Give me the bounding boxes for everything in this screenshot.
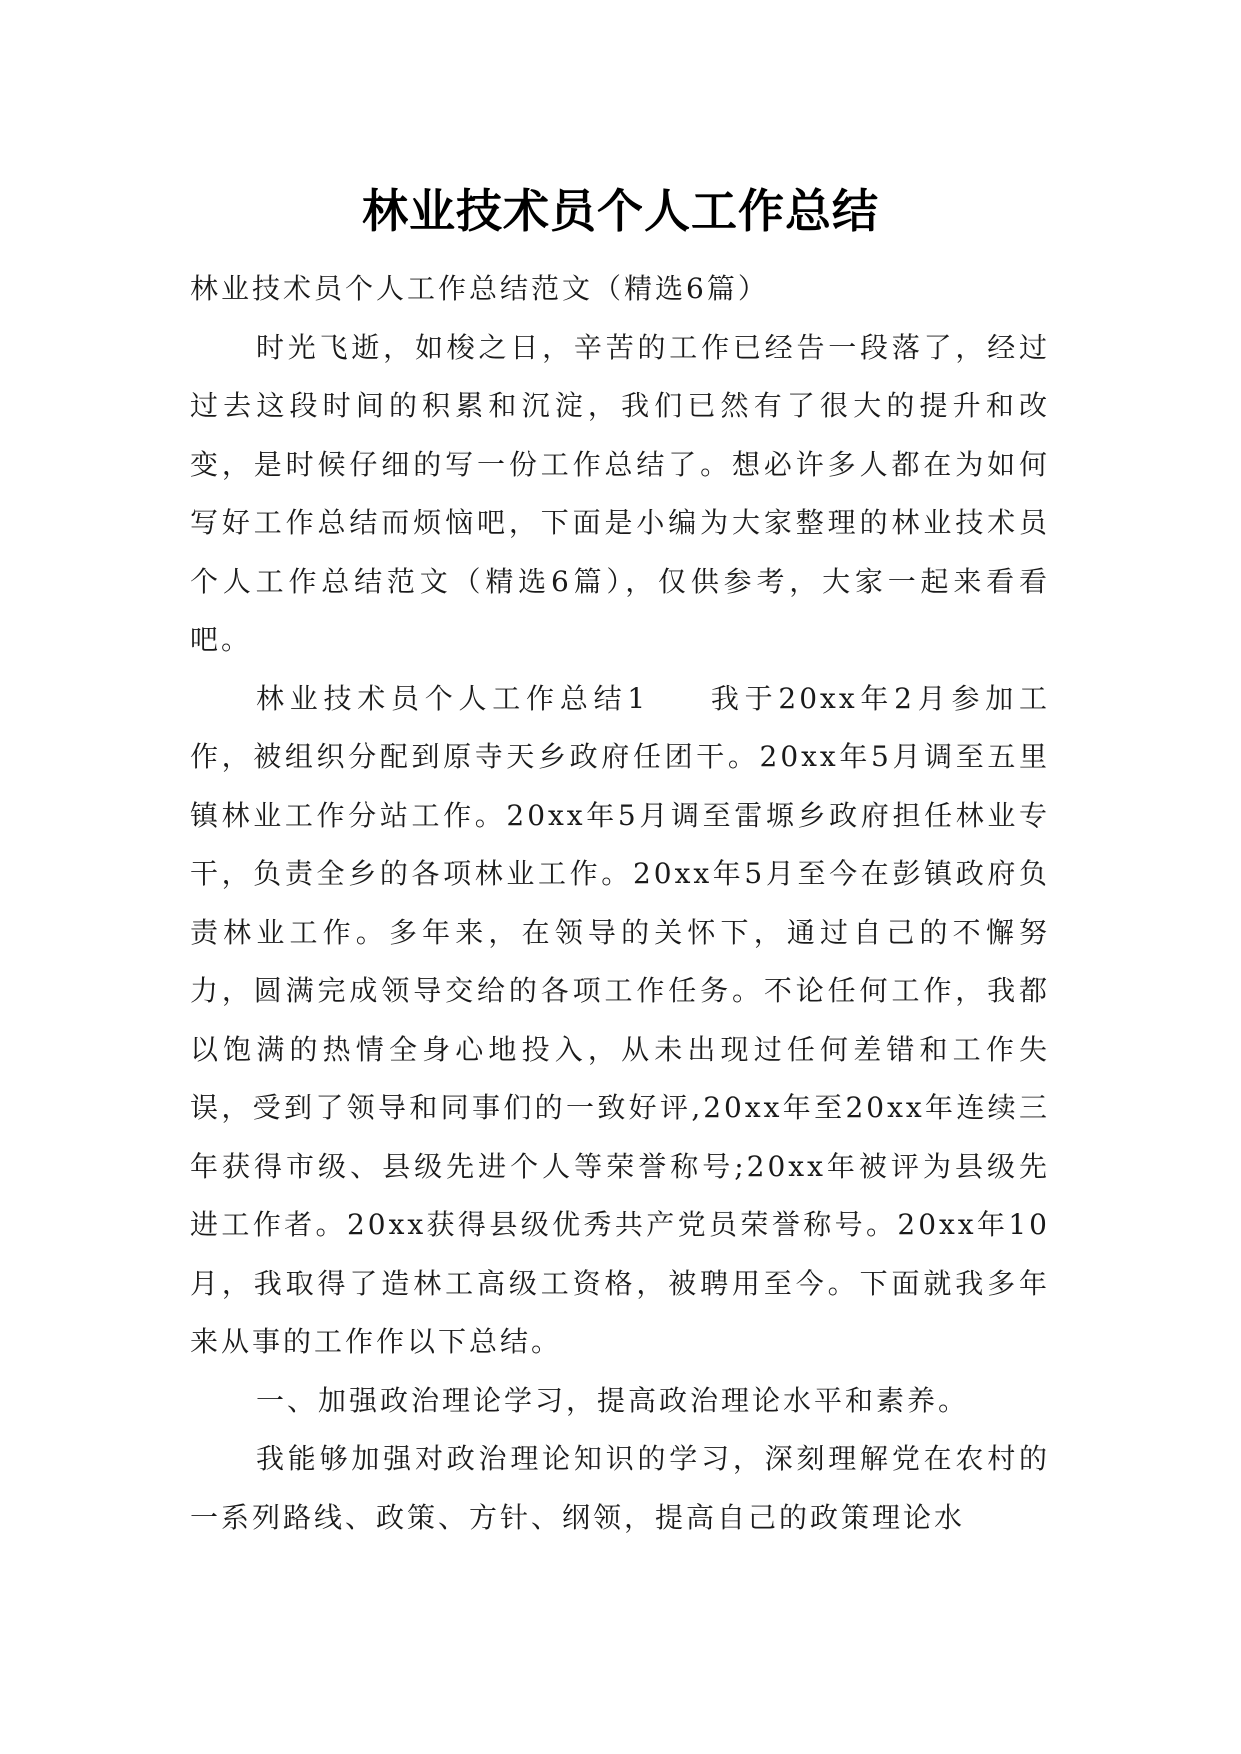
point1-heading: 一、加强政治理论学习，提高政治理论水平和素养。 [256,1383,970,1417]
point1-paragraph: 我能够加强对政治理论知识的学习，深刻理解党在农村的一系列路线、政策、方针、纲领，提高自己的政策理论水 [190,1442,1050,1534]
section1-text: 我于20xx年2月参加工作，被组织分配到原寺天乡政府任团干。20xx年5月调至五里镇林业工作分站工作。20xx年5月调至雷塬乡政府担任林业专干，负责全乡的各项林业工作。20xx年5月至今在彭镇政府负责林业工作。多年来，在领导的关怀下，通过自己的不懈努力，圆满完成领导交给的各项工作任务。不论任何工作，我都以饱满的热情全身心地投入，从未出现过任何差错和工作失误，受到了领导和同事们的一致好评,20xx年至20xx年连续三年获得市级、县级先进个人等荣誉称号;20xx年被评为县级先进工作者。20xx获得县级优秀共产党员荣誉称号。20xx年10月，我取得了造林工高级工资格，被聘用至今。下面就我多年来从事的工作作以下总结。 [190,681,1050,1358]
section1-heading: 林业技术员个人工作总结1 [256,681,649,715]
document-body [190,260,1050,1547]
document-title: 林业技术员个人工作总结 [362,183,879,238]
intro-paragraph: 时光飞逝，如梭之日，辛苦的工作已经告一段落了，经过过去这段时间的积累和沉淀，我们已然有了很大的提升和改变，是时候仔细的写一份工作总结了。想必许多人都在为如何写好工作总结而烦恼吧，下面是小编为大家整理的林业技术员个人工作总结范文（精选6篇），仅供参考，大家一起来看看吧。 [190,330,1050,656]
section1-paragraph [190,670,1050,1372]
document-subtitle: 林业技术员个人工作总结范文（精选6篇） [190,272,769,305]
